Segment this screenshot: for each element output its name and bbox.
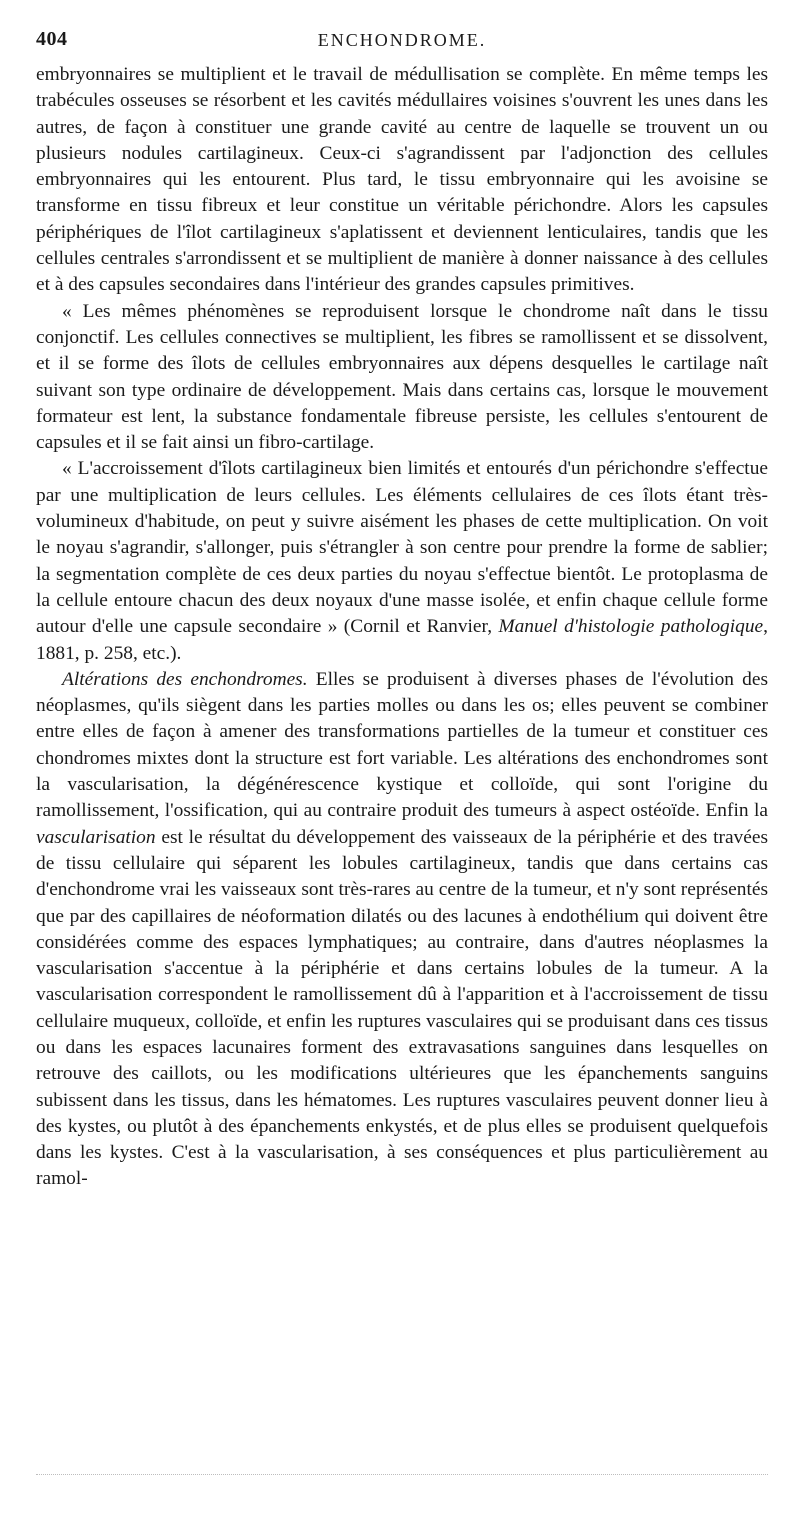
footer-rule xyxy=(36,1474,768,1475)
paragraph-4-text-1: Elles se produisent à diverses phases de l'évolution des néoplasmes, qu'ils siègent dans les parties molles ou dans les os; elles peuvent se combiner entre elles de façon à amener des transformations partielles de la tumeur et constituer ces chondromes mixtes dont la structure est fort variable. Les altérations des enchondromes sont la vascularisation, la dégénérescence kystique et colloïde, qui sont l'origine du ramollissement, l'ossification, qui au contraire produit des tumeurs à aspect ostéoïde. Enfin la xyxy=(36,668,768,822)
citation-title: Manuel d'histologie pathologique xyxy=(498,616,764,638)
section-heading-alterations: Altérations des enchondromes. xyxy=(62,668,308,690)
body-text xyxy=(36,62,768,1193)
paragraph-3-text-after: , 1881, p. 258, etc.). xyxy=(36,616,768,664)
paragraph-2 xyxy=(36,299,768,457)
term-vascularisation: vascularisation xyxy=(36,826,156,848)
page-number: 404 xyxy=(36,28,68,50)
paragraph-1 xyxy=(36,62,768,299)
paragraph-1-text: embryonnaires se multiplient et le travail de médullisation se complète. En même temps les trabécules osseuses se résorbent et les cavités médullaires voisines s'ouvrent les unes dans les autres, de façon à constituer une grande cavité au centre de laquelle se trouvent un ou plusieurs nodules cartilagineux. Ceux-ci s'agrandissent par l'adjonction des cellules embryonnaires qui les entourent. Plus tard, le tissu embryonnaire qui les avoisine se transforme en tissu fibreux et leur constitue un véritable périchondre. Alors les capsules périphériques de l'îlot cartilagineux s'aplatissent et deviennent lenticulaires, tandis que les cellules centrales s'arrondissent et se multiplient de manière à donner naissance à des cellules et à des capsules secondaires dans l'intérieur des grandes capsules primitives. xyxy=(36,64,768,296)
paragraph-2-text: « Les mêmes phénomènes se reproduisent lorsque le chondrome naît dans le tissu conjonctif. Les cellules connectives se multiplient, les fibres se ramollissent et se dissolvent, et il se forme des îlots de cellules embryonnaires aux dépens desquelles le cartilage naît suivant son type ordinaire de développement. Mais dans certains cas, lorsque le mouvement formateur est lent, la substance fondamentale fibreuse persiste, les cellules s'entourent de capsules et il se fait ainsi un fibro-cartilage. xyxy=(36,300,768,454)
paragraph-4-text-2: est le résultat du développement des vaisseaux de la périphérie et des travées de tissu cellulaire qui séparent les lobules cartilagineux, tandis que dans certains cas d'enchondrome vrai les vaisseaux sont très-rares au centre de la tumeur, et n'y sont représentés que par des capillaires de néoformation dilatés ou des lacunes à endothélium qui doivent être considérées comme des espaces lymphatiques; au contraire, dans d'autres néoplasmes la vascularisation s'accentue à la périphérie et dans certains lobules de la tumeur. A la vascularisation correspondent le ramollissement dû à l'apparition et à l'accroissement de tissu cellulaire muqueux, colloïde, et enfin les ruptures vasculaires qui se produisant dans ces tissus ou dans les espaces lacunaires forment des extravasations sanguines dans lesquelles on retrouve des caillots, ou les modifications ultérieures que les épanchements sanguins subissent dans les tissus, dans les hématomes. Les ruptures vasculaires peuvent donner lieu à des kystes, ou plutôt à des épanchements enkystés, et de plus elles se produisent quelquefois dans les kystes. C'est à la vascularisation, à ses conséquences et plus particulièrement au ramol- xyxy=(36,826,768,1190)
paragraph-3 xyxy=(36,456,768,666)
paragraph-3-text-before: « L'accroissement d'îlots cartilagineux bien limités et entourés d'un périchondre s'effectue par une multiplication de leurs cellules. Les éléments cellulaires de ces îlots étant très-volumineux d'habitude, on peut y suivre aisément les phases de cette multiplication. On voit le noyau s'agrandir, s'allonger, puis s'étrangler à son centre pour prendre la forme de sablier; la segmentation complète de ces deux parties du noyau s'effectue bientôt. Le protoplasma de la cellule entoure chacun des deux noyaux d'une masse isolée, et enfin chaque cellule forme autour d'elle une capsule secondaire » (Cornil et Ranvier, xyxy=(36,458,768,638)
paragraph-4 xyxy=(36,667,768,1193)
page-header xyxy=(36,28,768,58)
running-title: ENCHONDROME. xyxy=(317,30,487,50)
